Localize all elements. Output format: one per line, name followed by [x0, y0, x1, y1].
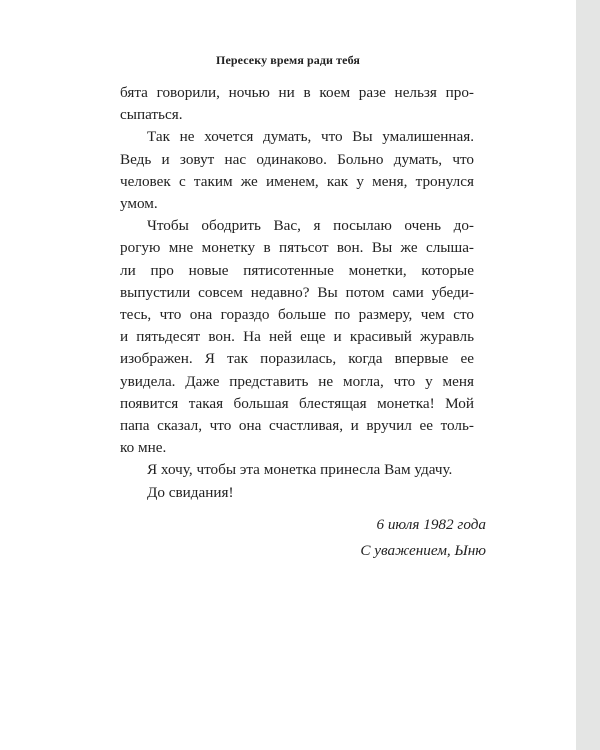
text-line: бята говорили, ночью ни в коем разе нельзя про-: [120, 84, 474, 101]
text-line: и пятьдесят вон. На ней еще и красивый журавль: [120, 328, 474, 346]
text-line: До свидания!: [147, 483, 234, 501]
text-line: Ведь и зовут нас одинаково. Больно думать, что: [120, 150, 474, 168]
text-line: умом.: [120, 195, 158, 213]
text-line: папа сказал, что она счастливая, и вручил ее толь-: [120, 417, 474, 435]
text-line: тесь, что она гораздо больше по размеру, чем сто: [120, 306, 474, 324]
text-line: выпустили совсем недавно? Вы потом сами убеди-: [120, 283, 474, 301]
text-line: Так не хочется думать, что Вы умалишенная.: [147, 128, 474, 146]
signature-closing: С уважением, Ыню: [360, 542, 486, 559]
page-margin-strip: [576, 0, 600, 750]
running-title: Пересеку время ради тебя: [216, 53, 360, 67]
text-line: Я хочу, чтобы эта монетка принесла Вам удачу.: [147, 461, 453, 479]
text-line: человек с таким же именем, как у меня, тронулся: [120, 172, 474, 190]
text-line: появится такая большая блестящая монетка! Мой: [120, 394, 474, 412]
text-line: изображен. Я так поразилась, когда впервые ее: [120, 350, 474, 368]
text-line: рогую мне монетку в пятьсот вон. Вы же слыша-: [120, 239, 474, 257]
text-line: Чтобы ободрить Вас, я посылаю очень до-: [147, 217, 474, 235]
letter-body: [120, 82, 474, 504]
text-line: ли про новые пятисотенные монетки, которые: [120, 261, 474, 279]
signature-date: 6 июля 1982 года: [376, 516, 486, 533]
text-line: сыпаться.: [120, 106, 183, 124]
text-line: увидела. Даже представить не могла, что у меня: [120, 372, 474, 390]
text-line: ко мне.: [120, 439, 167, 457]
